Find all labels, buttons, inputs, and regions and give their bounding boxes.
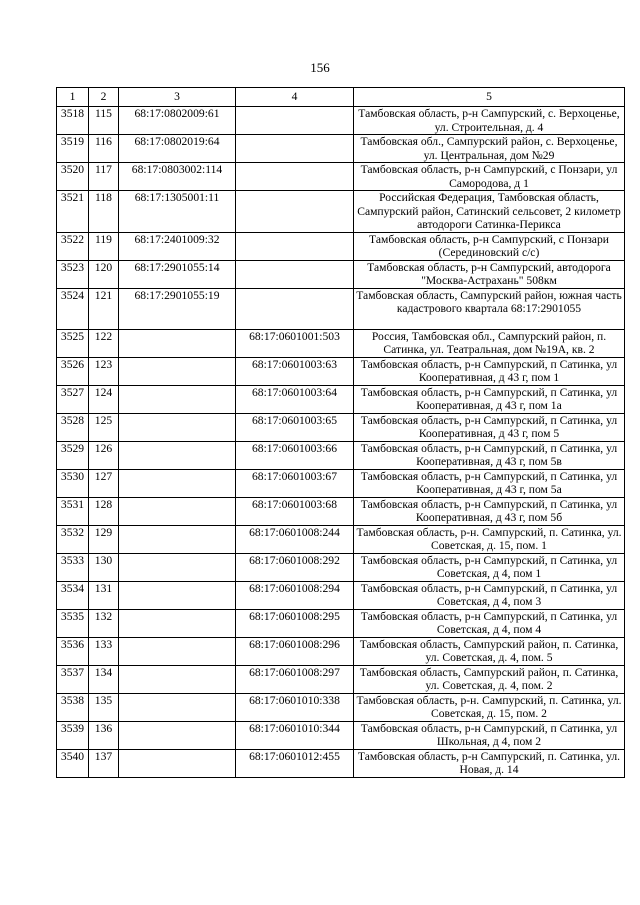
table-row [57, 721, 625, 749]
row-number: 3523 [57, 260, 89, 288]
row-number: 3520 [57, 163, 89, 191]
cadastral-number-col4 [236, 163, 354, 191]
table-row [57, 441, 625, 469]
cadastral-number-col4 [236, 107, 354, 135]
row-number: 3522 [57, 232, 89, 260]
row-number: 3534 [57, 581, 89, 609]
cadastral-number-col3: 68:17:2401009:32 [119, 232, 236, 260]
address-cell: Тамбовская обл., Сампурский район, с. Верхоценье, ул. Центральная, дом №29 [354, 135, 625, 163]
row-number: 3527 [57, 385, 89, 413]
table-row [57, 163, 625, 191]
table-row [57, 135, 625, 163]
table-row [57, 260, 625, 288]
cadastral-number-col4 [236, 260, 354, 288]
row-number: 3535 [57, 609, 89, 637]
row-index: 124 [89, 385, 119, 413]
row-number: 3531 [57, 497, 89, 525]
row-index: 135 [89, 693, 119, 721]
address-cell: Тамбовская область, р-н Сампурский, п Сатинка, ул Кооперативная, д 43 г, пом 5 [354, 413, 625, 441]
cadastral-number-col3: 68:17:1305001:11 [119, 191, 236, 233]
row-number: 3529 [57, 441, 89, 469]
row-number: 3530 [57, 469, 89, 497]
cadastral-number-col3: 68:17:0803002:114 [119, 163, 236, 191]
address-cell: Тамбовская область, р-н Сампурский, с Понзари, ул Самородова, д 1 [354, 163, 625, 191]
table-header-row [57, 88, 625, 107]
row-number: 3532 [57, 525, 89, 553]
cadastral-number-col3 [119, 553, 236, 581]
table-row [57, 469, 625, 497]
cadastral-number-col3 [119, 469, 236, 497]
row-index: 125 [89, 413, 119, 441]
cadastral-number-col4: 68:17:0601010:338 [236, 693, 354, 721]
column-header-1: 1 [57, 88, 89, 107]
cadastral-number-col4: 68:17:0601003:66 [236, 441, 354, 469]
address-cell: Тамбовская область, р-н Сампурский, п Сатинка, ул Кооперативная, д 43 г, пом 5в [354, 441, 625, 469]
address-cell: Тамбовская область, р-н Сампурский, п Сатинка, ул Советская, д 4, пом 4 [354, 609, 625, 637]
cadastral-number-col4: 68:17:0601012:455 [236, 749, 354, 777]
row-number: 3538 [57, 693, 89, 721]
address-cell: Тамбовская область, Сампурский район, п. Сатинка, ул. Советская, д. 4, пом. 2 [354, 665, 625, 693]
cadastral-number-col3 [119, 665, 236, 693]
row-index: 133 [89, 637, 119, 665]
address-cell: Тамбовская область, р-н Сампурский, п Сатинка, ул Советская, д 4, пом 1 [354, 553, 625, 581]
table-row [57, 581, 625, 609]
cadastral-number-col3 [119, 385, 236, 413]
cadastral-number-col3 [119, 721, 236, 749]
table-row [57, 385, 625, 413]
cadastral-number-col3: 68:17:2901055:14 [119, 260, 236, 288]
address-cell: Тамбовская область, р-н Сампурский, п Сатинка, ул Кооперативная, д 43 г, пом 5а [354, 469, 625, 497]
table-row [57, 609, 625, 637]
table-row [57, 232, 625, 260]
cadastral-number-col4: 68:17:0601003:65 [236, 413, 354, 441]
address-cell: Тамбовская область, р-н. Сампурский, п. Сатинка, ул. Советская, д. 15, пом. 1 [354, 525, 625, 553]
address-cell: Тамбовская область, р-н Сампурский, п Сатинка, ул Советская, д 4, пом 3 [354, 581, 625, 609]
cadastral-number-col3: 68:17:2901055:19 [119, 288, 236, 329]
row-number: 3536 [57, 637, 89, 665]
row-number: 3539 [57, 721, 89, 749]
column-header-5: 5 [354, 88, 625, 107]
address-cell: Россия, Тамбовская обл., Сампурский район, п. Сатинка, ул. Театральная, дом №19А, кв. 2 [354, 329, 625, 357]
row-number: 3525 [57, 329, 89, 357]
cadastral-number-col3 [119, 357, 236, 385]
table-row [57, 637, 625, 665]
cadastral-number-col3 [119, 581, 236, 609]
row-index: 116 [89, 135, 119, 163]
row-index: 131 [89, 581, 119, 609]
table-row [57, 525, 625, 553]
table-row [57, 288, 625, 329]
row-index: 117 [89, 163, 119, 191]
row-index: 130 [89, 553, 119, 581]
table-row [57, 357, 625, 385]
page-number: 156 [310, 60, 330, 75]
row-index: 126 [89, 441, 119, 469]
cadastral-number-col4 [236, 191, 354, 233]
address-cell: Тамбовская область, р-н Сампурский, п. Сатинка, ул. Новая, д. 14 [354, 749, 625, 777]
registry-table [56, 87, 625, 778]
row-number: 3533 [57, 553, 89, 581]
row-number: 3528 [57, 413, 89, 441]
address-cell: Тамбовская область, р-н Сампурский, п Сатинка, ул Кооперативная, д 43 г, пом 1а [354, 385, 625, 413]
cadastral-number-col3 [119, 525, 236, 553]
row-index: 119 [89, 232, 119, 260]
cadastral-number-col4 [236, 232, 354, 260]
cadastral-number-col3: 68:17:0802009:61 [119, 107, 236, 135]
cadastral-number-col4: 68:17:0601008:294 [236, 581, 354, 609]
row-index: 129 [89, 525, 119, 553]
address-cell: Тамбовская область, р-н. Сампурский, п. Сатинка, ул. Советская, д. 15, пом. 2 [354, 693, 625, 721]
cadastral-number-col4: 68:17:0601003:64 [236, 385, 354, 413]
cadastral-number-col4: 68:17:0601008:292 [236, 553, 354, 581]
table-row [57, 749, 625, 777]
table-row [57, 107, 625, 135]
address-cell: Российская Федерация, Тамбовская область, Сампурский район, Сатинский сельсовет, 2 километр автодороги Сатинка-Перикса [354, 191, 625, 233]
cadastral-number-col4: 68:17:0601001:503 [236, 329, 354, 357]
address-cell: Тамбовская область, Сампурский район, южная часть кадастрового квартала 68:17:2901055 [354, 288, 625, 329]
row-number: 3537 [57, 665, 89, 693]
row-number: 3518 [57, 107, 89, 135]
row-number: 3540 [57, 749, 89, 777]
row-index: 120 [89, 260, 119, 288]
row-index: 134 [89, 665, 119, 693]
column-header-4: 4 [236, 88, 354, 107]
row-index: 137 [89, 749, 119, 777]
cadastral-number-col3: 68:17:0802019:64 [119, 135, 236, 163]
address-cell: Тамбовская область, р-н Сампурский, п Сатинка, ул Кооперативная, д 43 г, пом 1 [354, 357, 625, 385]
cadastral-number-col4 [236, 288, 354, 329]
row-index: 118 [89, 191, 119, 233]
column-header-3: 3 [119, 88, 236, 107]
address-cell: Тамбовская область, р-н Сампурский, автодорога "Москва-Астрахань" 508км [354, 260, 625, 288]
address-cell: Тамбовская область, р-н Сампурский, с Понзари (Серединовский с/с) [354, 232, 625, 260]
row-number: 3524 [57, 288, 89, 329]
row-index: 122 [89, 329, 119, 357]
row-index: 136 [89, 721, 119, 749]
cadastral-number-col3 [119, 637, 236, 665]
cadastral-number-col4: 68:17:0601008:295 [236, 609, 354, 637]
cadastral-number-col3 [119, 497, 236, 525]
table-row [57, 191, 625, 233]
row-index: 127 [89, 469, 119, 497]
table-row [57, 553, 625, 581]
cadastral-number-col4: 68:17:0601003:63 [236, 357, 354, 385]
table-row [57, 665, 625, 693]
cadastral-number-col3 [119, 749, 236, 777]
cadastral-number-col3 [119, 609, 236, 637]
cadastral-number-col3 [119, 441, 236, 469]
table-row [57, 413, 625, 441]
table-row [57, 693, 625, 721]
row-index: 132 [89, 609, 119, 637]
cadastral-number-col4: 68:17:0601003:68 [236, 497, 354, 525]
row-index: 123 [89, 357, 119, 385]
row-index: 115 [89, 107, 119, 135]
row-index: 128 [89, 497, 119, 525]
cadastral-number-col3 [119, 413, 236, 441]
row-number: 3521 [57, 191, 89, 233]
table-row [57, 329, 625, 357]
address-cell: Тамбовская область, р-н Сампурский, с. Верхоценье, ул. Строительная, д. 4 [354, 107, 625, 135]
column-header-2: 2 [89, 88, 119, 107]
cadastral-number-col3 [119, 693, 236, 721]
address-cell: Тамбовская область, Сампурский район, п. Сатинка, ул. Советская, д. 4, пом. 5 [354, 637, 625, 665]
cadastral-number-col4: 68:17:0601008:297 [236, 665, 354, 693]
table-row [57, 497, 625, 525]
row-index: 121 [89, 288, 119, 329]
cadastral-number-col4 [236, 135, 354, 163]
row-number: 3519 [57, 135, 89, 163]
row-number: 3526 [57, 357, 89, 385]
cadastral-number-col4: 68:17:0601008:296 [236, 637, 354, 665]
address-cell: Тамбовская область, р-н Сампурский, п Сатинка, ул Школьная, д 4, пом 2 [354, 721, 625, 749]
address-cell: Тамбовская область, р-н Сампурский, п Сатинка, ул Кооперативная, д 43 г, пом 5б [354, 497, 625, 525]
cadastral-number-col4: 68:17:0601003:67 [236, 469, 354, 497]
cadastral-number-col4: 68:17:0601010:344 [236, 721, 354, 749]
cadastral-number-col3 [119, 329, 236, 357]
cadastral-number-col4: 68:17:0601008:244 [236, 525, 354, 553]
